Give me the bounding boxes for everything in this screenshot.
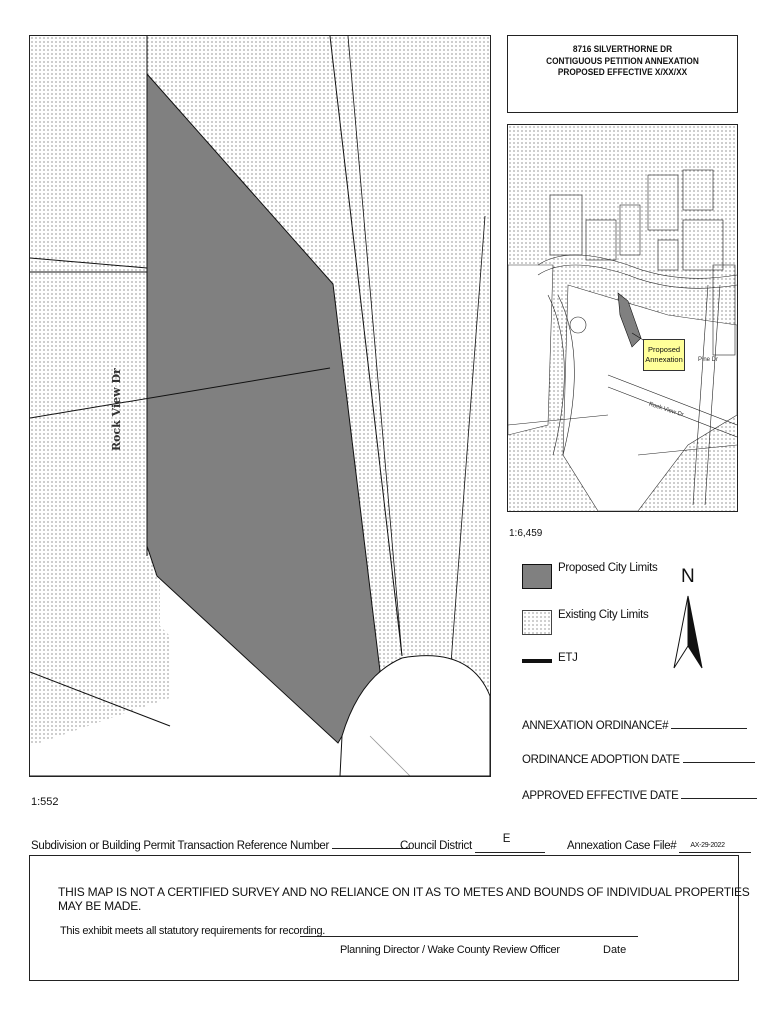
legend-etj-label: ETJ xyxy=(558,652,578,664)
legend-proposed-swatch xyxy=(522,564,552,589)
adoption-field[interactable] xyxy=(522,754,755,766)
legend-existing-label: Existing City Limits xyxy=(558,609,649,621)
notice-box xyxy=(29,855,739,981)
inset-street-label: Pine Dr xyxy=(698,357,719,363)
subdivision-field[interactable] xyxy=(31,840,410,852)
case-field[interactable] xyxy=(567,840,751,853)
council-field[interactable] xyxy=(400,833,545,853)
legend-proposed-label: Proposed City Limits xyxy=(558,562,658,574)
ordinance-label: ANNEXATION ORDINANCE# xyxy=(522,720,669,732)
callout-line-2: Annexation xyxy=(645,355,683,364)
legend-etj-swatch xyxy=(522,659,552,663)
ordinance-field[interactable] xyxy=(522,720,747,732)
effective-field[interactable] xyxy=(522,790,757,802)
main-map[interactable] xyxy=(29,35,491,777)
council-district-value: E xyxy=(502,833,511,845)
council-value[interactable] xyxy=(475,833,545,853)
inset-street-label: Rock View Dr xyxy=(647,401,685,419)
inset-scale: 1:6,459 xyxy=(509,528,543,539)
title-line-1: 8716 SILVERTHORNE DR xyxy=(572,44,673,54)
inset-map[interactable] xyxy=(507,124,738,512)
subdivision-blank[interactable] xyxy=(332,848,410,849)
callout-line-1: Proposed xyxy=(647,345,681,354)
title-box xyxy=(507,35,738,113)
main-map-canvas xyxy=(30,36,490,776)
title-line-2: CONTIGUOUS PETITION ANNEXATION xyxy=(546,55,699,66)
case-value-field[interactable] xyxy=(679,840,751,853)
annexation-callout xyxy=(643,339,685,371)
main-scale: 1:552 xyxy=(31,796,59,808)
street-label: Rock View Dr xyxy=(110,368,123,451)
title-line-3: PROPOSED EFFECTIVE X/XX/XX xyxy=(557,67,688,77)
adoption-blank[interactable] xyxy=(683,762,755,763)
legend-existing-swatch xyxy=(522,610,552,635)
north-arrow-icon xyxy=(672,594,704,672)
north-label: N xyxy=(681,566,695,587)
subdivision-label: Subdivision or Building Permit Transaction Reference Number xyxy=(31,840,330,852)
effective-label: APPROVED EFFECTIVE DATE xyxy=(522,790,679,802)
disclaimer-text: THIS MAP IS NOT A CERTIFIED SURVEY AND NO RELIANCE ON IT AS TO METES AND BOUNDS OF INDIVIDUAL PROPERTIES MAY BE MADE. xyxy=(58,885,750,913)
inset-non-city-area xyxy=(508,265,553,435)
inset-map-canvas xyxy=(508,125,737,511)
adoption-label: ORDINANCE ADOPTION DATE xyxy=(522,754,680,766)
council-label: Council District xyxy=(400,840,472,852)
signer-label: Planning Director / Wake County Review Officer xyxy=(340,944,560,956)
date-label: Date xyxy=(603,944,627,956)
ordinance-blank[interactable] xyxy=(671,728,747,729)
statutory-text: This exhibit meets all statutory requirements for recording. xyxy=(60,925,326,937)
case-file-value: AX-29-2022 xyxy=(690,842,725,849)
case-label: Annexation Case File# xyxy=(567,840,677,852)
effective-blank[interactable] xyxy=(681,798,757,799)
signature-line[interactable] xyxy=(300,936,638,937)
